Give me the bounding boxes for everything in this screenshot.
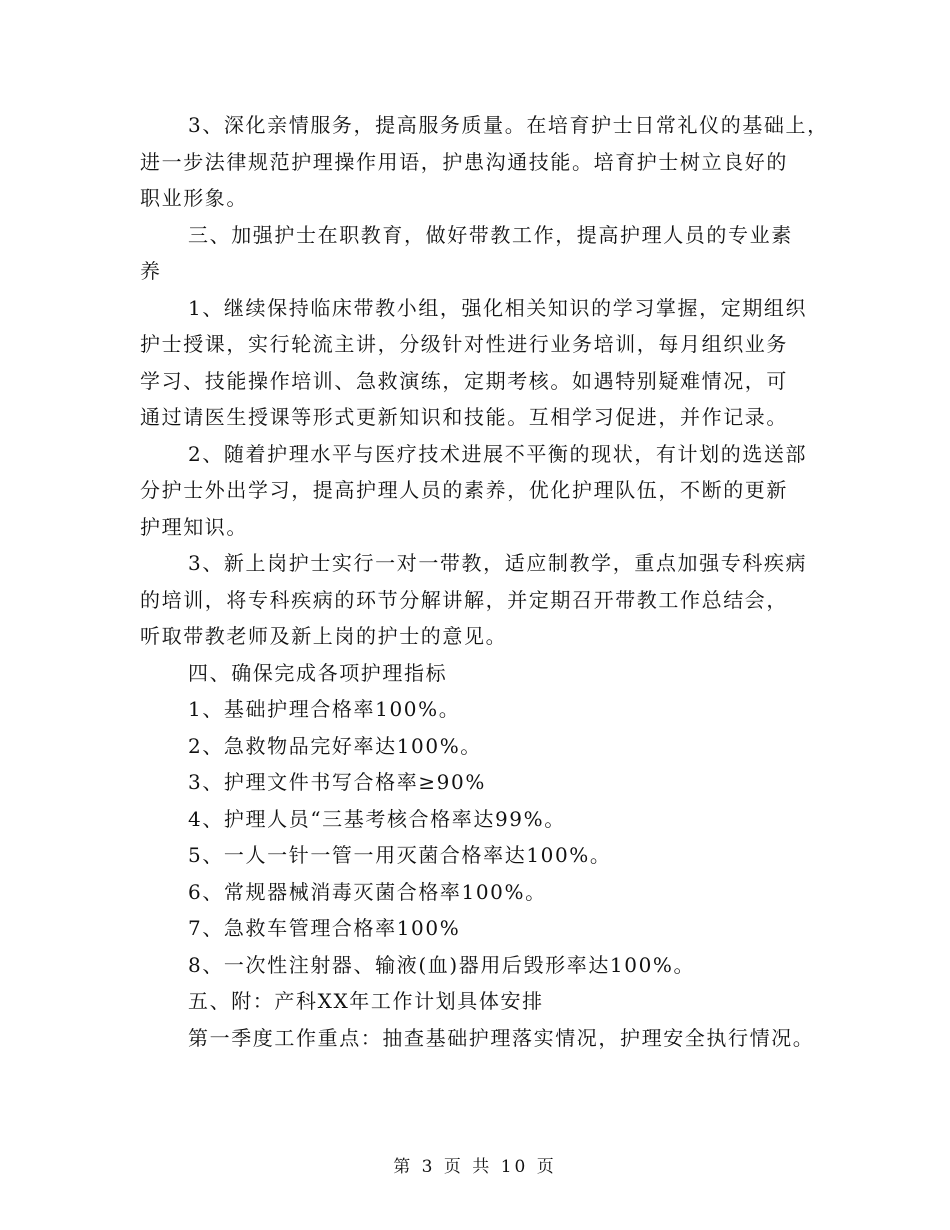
text-line: 4、护理人员“三基考核合格率达99%。 bbox=[188, 806, 566, 831]
text-line: 1、基础护理合格率100%。 bbox=[188, 697, 461, 721]
paragraph bbox=[140, 764, 820, 801]
text-line: 1、继续保持临床带教小组，强化相关知识的学习掌握，定期组织 bbox=[188, 295, 808, 320]
text-line: 听取带教老师及新上岗的护士的意见。 bbox=[140, 624, 508, 648]
text-line: 2、急救物品完好率达100%。 bbox=[188, 733, 482, 758]
paragraph bbox=[140, 217, 820, 290]
paragraph bbox=[140, 436, 820, 546]
text-line: 五、附：产科XX年工作计划具体安排 bbox=[188, 989, 544, 1013]
paragraph bbox=[140, 728, 820, 765]
text-line: 分护士外出学习，提高护理人员的素养，优化护理队伍，不断的更新 bbox=[140, 478, 788, 502]
text-line: 学习、技能操作培训、急救演练，定期考核。如遇特别疑难情况，可 bbox=[140, 368, 788, 393]
text-line: 第一季度工作重点：抽查基础护理落实情况，护理安全执行情况。 bbox=[188, 1025, 815, 1050]
paragraph bbox=[140, 655, 820, 692]
text-line: 职业形象。 bbox=[140, 186, 248, 210]
paragraph bbox=[140, 874, 820, 911]
page-footer: 第 3 页 共 10 页 bbox=[393, 1157, 557, 1177]
paragraph bbox=[140, 910, 820, 947]
text-line: 护理知识。 bbox=[140, 514, 248, 539]
paragraph bbox=[140, 1020, 820, 1057]
text-line: 3、护理文件书写合格率≥90% bbox=[188, 770, 486, 794]
text-line: 6、常规器械消毒灭菌合格率100%。 bbox=[188, 879, 547, 904]
text-line: 2、随着护理水平与医疗技术进展不平衡的现状，有计划的选送部 bbox=[188, 441, 808, 466]
text-line: 7、急救车管理合格率100% bbox=[188, 916, 461, 940]
text-line: 3、新上岗护士实行一对一带教，适应制教学，重点加强专科疾病 bbox=[188, 551, 808, 575]
paragraph bbox=[140, 801, 820, 838]
paragraph bbox=[140, 691, 820, 728]
text-line: 养 bbox=[140, 259, 162, 283]
text-line: 5、一人一针一管一用灭菌合格率达100%。 bbox=[188, 843, 612, 867]
text-line: 通过请医生授课等形式更新知识和技能。互相学习促进，并作记录。 bbox=[140, 405, 788, 429]
paragraph bbox=[140, 837, 820, 874]
paragraph bbox=[140, 545, 820, 655]
text-line: 三、加强护士在职教育，做好带教工作，提高护理人员的专业素 bbox=[188, 222, 793, 247]
text-line: 护士授课，实行轮流主讲，分级针对性进行业务培训，每月组织业务 bbox=[140, 332, 788, 356]
text-line: 8、一次性注射器、输液(血)器用后毁形率达100%。 bbox=[188, 952, 696, 977]
paragraph bbox=[140, 290, 820, 436]
document-body bbox=[140, 107, 829, 1056]
text-line: 的培训，将专科疾病的环节分解讲解，并定期召开带教工作总结会， bbox=[140, 587, 788, 612]
text-line: 3、深化亲情服务，提高服务质量。在培育护士日常礼仪的基础上， bbox=[188, 113, 829, 137]
paragraph bbox=[140, 107, 829, 217]
paragraph bbox=[140, 947, 820, 984]
paragraph bbox=[140, 983, 820, 1020]
text-line: 进一步法律规范护理操作用语，护患沟通技能。培育护士树立良好的 bbox=[140, 149, 788, 174]
text-line: 四、确保完成各项护理指标 bbox=[188, 660, 448, 685]
